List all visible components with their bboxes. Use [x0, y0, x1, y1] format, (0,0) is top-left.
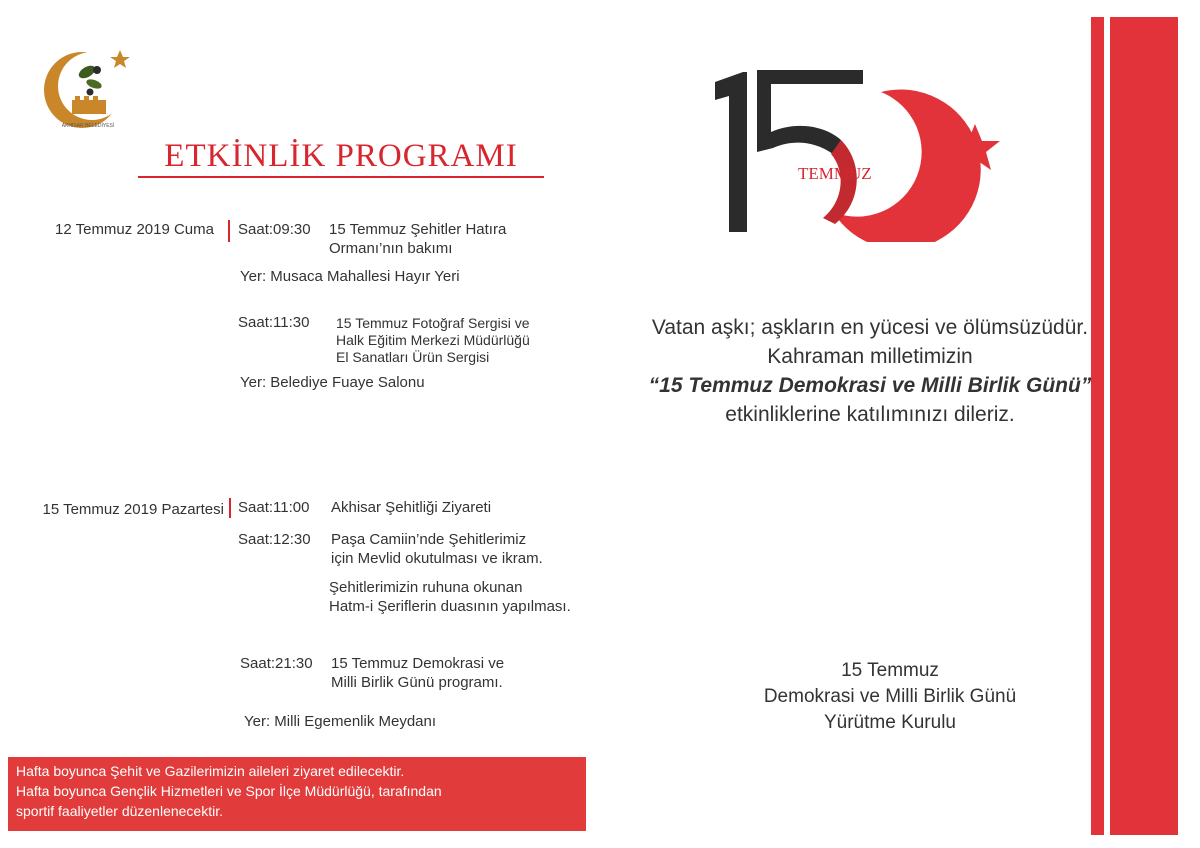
notice-box	[8, 757, 586, 831]
decorative-bar-thin	[1091, 17, 1104, 835]
page-title: ETKİNLİK PROGRAMI	[164, 138, 518, 174]
day-date: 12 Temmuz 2019 Cuma	[55, 221, 214, 238]
event-place: Yer: Milli Egemenlik Meydanı	[244, 713, 437, 730]
message-line: Kahraman milletimizin	[767, 345, 973, 368]
event-extra-line: Hatm-i Şeriflerin duasının yapılması.	[329, 598, 571, 615]
svg-text:AKHİSAR BELEDİYESİ: AKHİSAR BELEDİYESİ	[61, 123, 115, 129]
committee-line: Demokrasi ve Milli Birlik Günü	[763, 686, 1017, 707]
day-date: 15 Temmuz 2019 Pazartesi	[42, 501, 224, 518]
crescent-star-emblem-icon	[713, 62, 1013, 242]
event-time: Saat:21:30	[240, 655, 313, 672]
day-separator	[228, 220, 230, 242]
notice-line: Hafta boyunca Gençlik Hizmetleri ve Spor İlçe Müdürlüğü, tarafından	[16, 783, 442, 799]
committee-signature	[700, 658, 1080, 736]
committee-line: 15 Temmuz	[841, 660, 939, 681]
event-line: 15 Temmuz Fotoğraf Sergisi ve	[336, 315, 530, 331]
decorative-bar-thick	[1110, 17, 1178, 835]
message-highlight: “15 Temmuz Demokrasi ve Milli Birlik Günü”	[648, 374, 1092, 397]
event-line: 15 Temmuz Demokrasi ve	[331, 655, 505, 672]
svg-text:TEMMUZ: TEMMUZ	[798, 164, 872, 183]
event-time: Saat:12:30	[238, 531, 311, 548]
event-time: Saat:09:30	[238, 221, 311, 238]
event-line: Halk Eğitim Merkezi Müdürlüğü	[336, 332, 530, 348]
title-underline	[138, 176, 544, 178]
notice-line: Hafta boyunca Şehit ve Gazilerimizin aileleri ziyaret edilecektir.	[16, 763, 405, 779]
day-separator	[229, 498, 231, 518]
event-line: Paşa Camiin’nde Şehitlerimiz	[331, 531, 527, 548]
invitation-message	[620, 313, 1120, 429]
event-extra-line: Şehitlerimizin ruhuna okunan	[329, 579, 523, 596]
event-time: Saat:11:30	[238, 314, 310, 331]
event-place: Yer: Musaca Mahallesi Hayır Yeri	[240, 268, 460, 285]
event-line: için Mevlid okutulması ve ikram.	[331, 550, 543, 567]
municipality-logo-icon	[42, 42, 132, 132]
message-line: Vatan aşkı; aşkların en yücesi ve ölümsüzüdür.	[651, 316, 1089, 339]
event-line: Ormanı’nın bakımı	[329, 240, 453, 257]
event-line: El Sanatları Ürün Sergisi	[336, 349, 490, 365]
committee-line: Yürütme Kurulu	[823, 712, 956, 733]
event-time: Saat:11:00	[238, 499, 310, 516]
event-line: 15 Temmuz Şehitler Hatıra	[329, 221, 507, 238]
notice-line: sportif faaliyetler düzenlenecektir.	[16, 803, 223, 819]
event-place: Yer: Belediye Fuaye Salonu	[240, 374, 425, 391]
message-line: etkinliklerine katılımınızı dileriz.	[725, 403, 1015, 426]
event-line: Milli Birlik Günü programı.	[331, 674, 503, 691]
event-line: Akhisar Şehitliği Ziyareti	[331, 499, 492, 516]
